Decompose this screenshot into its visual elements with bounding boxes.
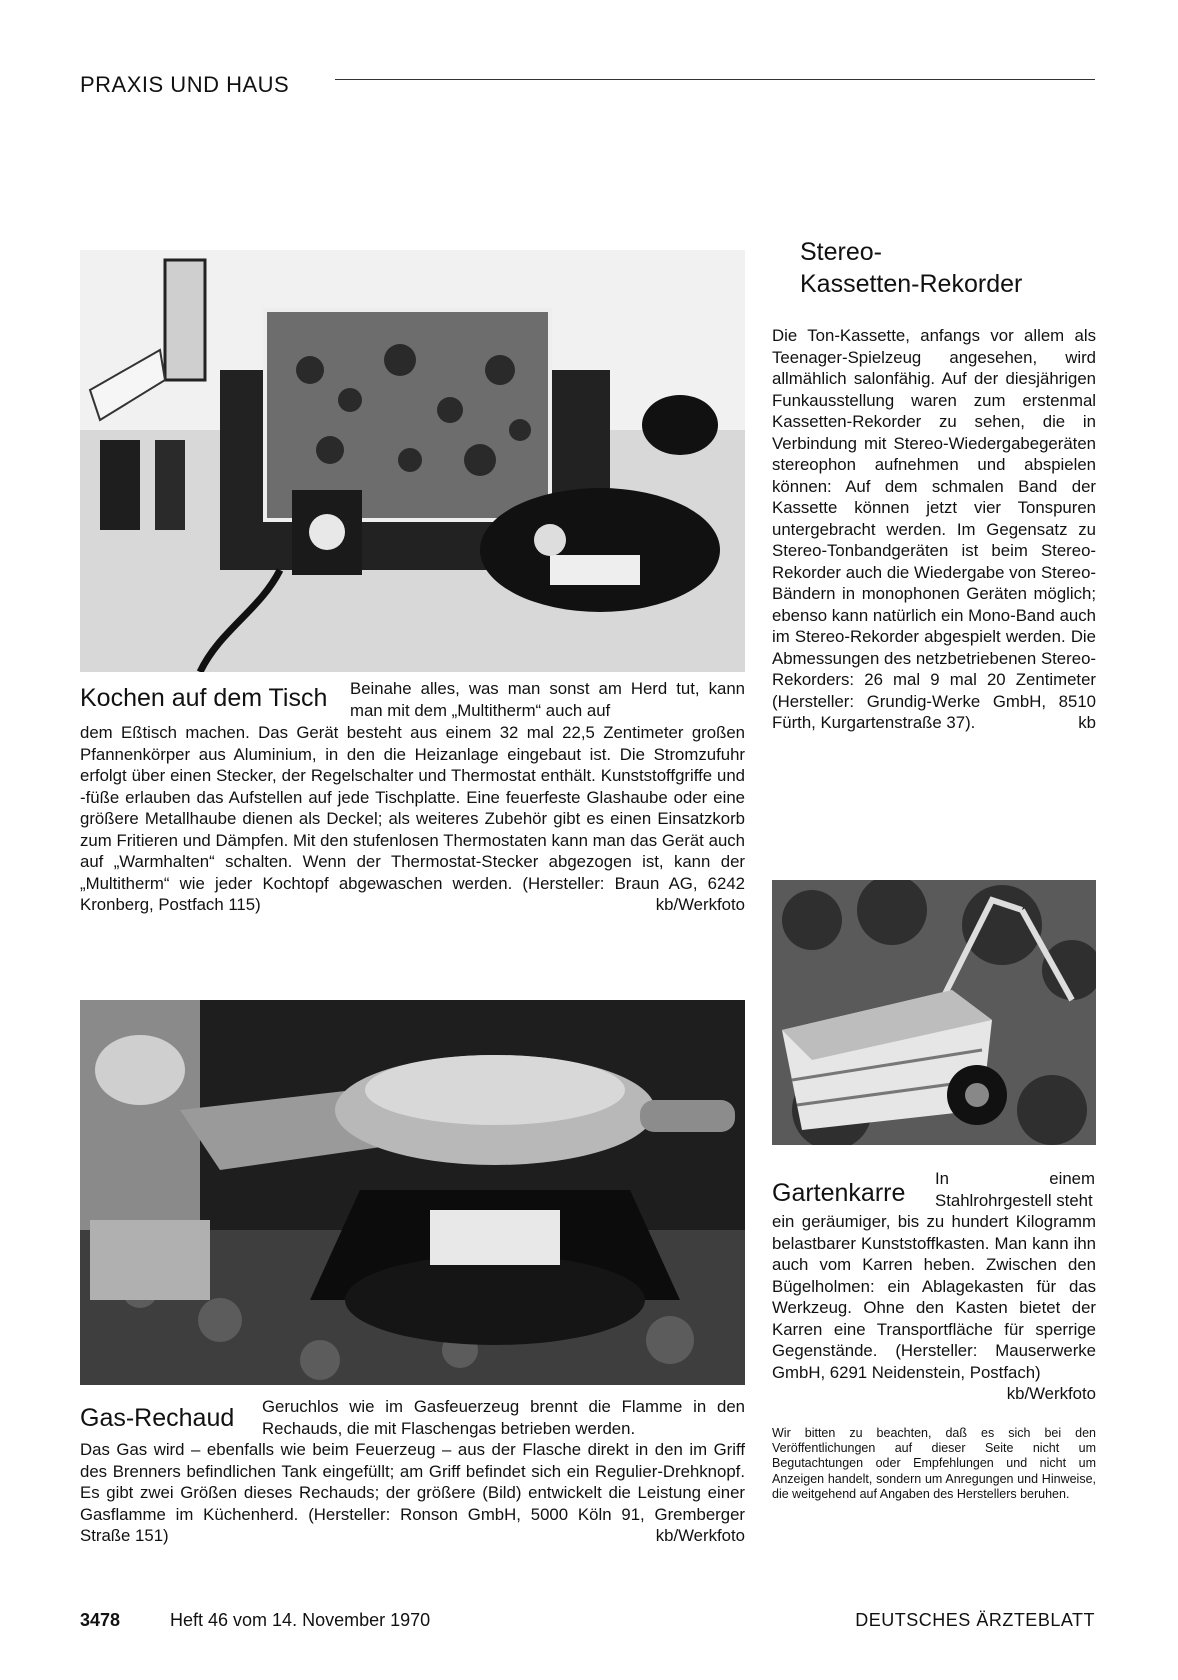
issue-info: Heft 46 vom 14. November 1970: [170, 1610, 431, 1630]
gas-lead: Geruchlos wie im Gasfeuerzeug brennt die Flamme in den Rechauds, die mit Flaschengas betrieben werden.: [262, 1397, 745, 1438]
kochen-lead: Beinahe alles, was man sonst am Herd tut, kann man mit dem „Multitherm“ auch auf: [350, 679, 745, 720]
gas-body: Das Gas wird – ebenfalls wie beim Feuerzeug – aus der Flasche direkt in den im Griff des Brenners befindlichen Tank eingefüllt; am Griff befindet sich ein Regulier-Drehknopf. Es gibt zwei Größen dieses Rechauds; der größere (Bild) entwickelt die Leistung einer Gasflamme im Küchenherd. (Hersteller: Ronson GmbH, 5000 Köln 91, Gremberger Straße 151): [80, 1440, 745, 1545]
stereo-article: [772, 325, 1096, 734]
stereo-heading-line1: Stereo-: [800, 238, 882, 266]
section-title: PRAXIS UND HAUS: [80, 72, 290, 97]
kochen-body: dem Eßtisch machen. Das Gerät besteht aus einem 32 mal 22,5 Zentimeter großen Pfannenkörper aus Aluminium, in den die Heizanlage eingebaut ist. Die Stromzufuhr erfolgt über einen Stecker, der Regelschalter und Thermostat enthält. Kunststoffgriffe und -füße erlauben das Aufstellen auf jede Tischplatte. Eine feuerfeste Glashaube oder eine größere Metallhaube dienen als Deckel; als weiteres Zubehör gibt es einen Einsatzkorb zum Fritieren und Dämpfen. Mit den stufenlosen Thermostaten kann man das Gerät auch auf „Warmhalten“ schalten. Wenn der Thermostat-Stecker abgezogen ist, kann der „Multitherm“ wie jeder Kochtopf abgewaschen werden. (Hersteller: Braun AG, 6242 Kronberg, Postfach 115): [80, 723, 745, 914]
gas-heading: Gas-Rechaud: [80, 1404, 235, 1432]
gas-signature: kb/Werkfoto: [655, 1526, 745, 1545]
garten-signature: kb/Werkfoto: [1006, 1384, 1096, 1403]
photo-gas-rechaud: [80, 1000, 745, 1385]
garten-article: [772, 1211, 1096, 1405]
journal-name: DEUTSCHES ÄRZTEBLATT: [855, 1610, 1095, 1630]
photo-multitherm: [80, 250, 745, 672]
photo-gartenkarre: [772, 880, 1096, 1145]
gas-article: [80, 1439, 745, 1547]
header-rule: [335, 79, 1095, 80]
stereo-heading-line2: Kassetten-Rekorder: [800, 270, 1023, 298]
kochen-heading: Kochen auf dem Tisch: [80, 684, 328, 712]
stereo-body: Die Ton-Kassette, anfangs vor allem als Teenager-Spielzeug angesehen, wird allmählich salonfähig. Auf der diesjährigen Funkausstellung waren zum erstenmal Kassetten-Rekorder zu sehen, die in Verbindung mit Stereo-Wiedergabegeräten stereophon aufnehmen und abspielen können: Auf dem schmalen Band der Kassette können jetzt vier Tonspuren untergebracht werden. Im Gegensatz zu Stereo-Tonbandgeräten ist beim Stereo-Rekorder auch die Wiedergabe von Stereo-Bändern in monophonen Geräten möglich; ebenso kann natürlich ein Mono-Band auch im Stereo-Rekorder abgespielt werden. Die Abmessungen des netzbetriebenen Stereo-Rekorders: 26 mal 9 mal 20 Zentimeter (Hersteller: Grundig-Werke GmbH, 8510 Fürth, Kurgartenstraße 37).: [772, 326, 1096, 732]
stereo-signature: kb: [1078, 713, 1096, 732]
garten-body: ein geräumiger, bis zu hundert Kilogramm belastbarer Kunststoffkasten. Man kann ihn auch vom Karren heben. Zwischen den Bügelholmen: ein Ablagekasten für das Werkzeug. Ohne den Kasten bietet der Karren eine Transportfläche für sperrige Gegenstände. (Hersteller: Mauserwerke GmbH, 6291 Neidenstein, Postfach): [772, 1212, 1096, 1382]
garten-lead: In einem Stahlrohrgestell steht: [935, 1169, 1095, 1210]
stereo-heading: [800, 236, 1100, 300]
kochen-article: [80, 722, 745, 916]
disclaimer-notice: Wir bitten zu beachten, daß es sich bei den Veröffentlichungen auf dieser Seite nicht um Begutachtungen oder Empfehlungen und nicht um Anzeigen handelt, sondern um Anregungen und Hinweise, die weitgehend auf Angaben des Herstellers beruhen.: [772, 1426, 1096, 1501]
page-number: 3478: [80, 1610, 121, 1630]
garten-heading: Gartenkarre: [772, 1179, 906, 1207]
kochen-signature: kb/Werkfoto: [655, 895, 745, 914]
